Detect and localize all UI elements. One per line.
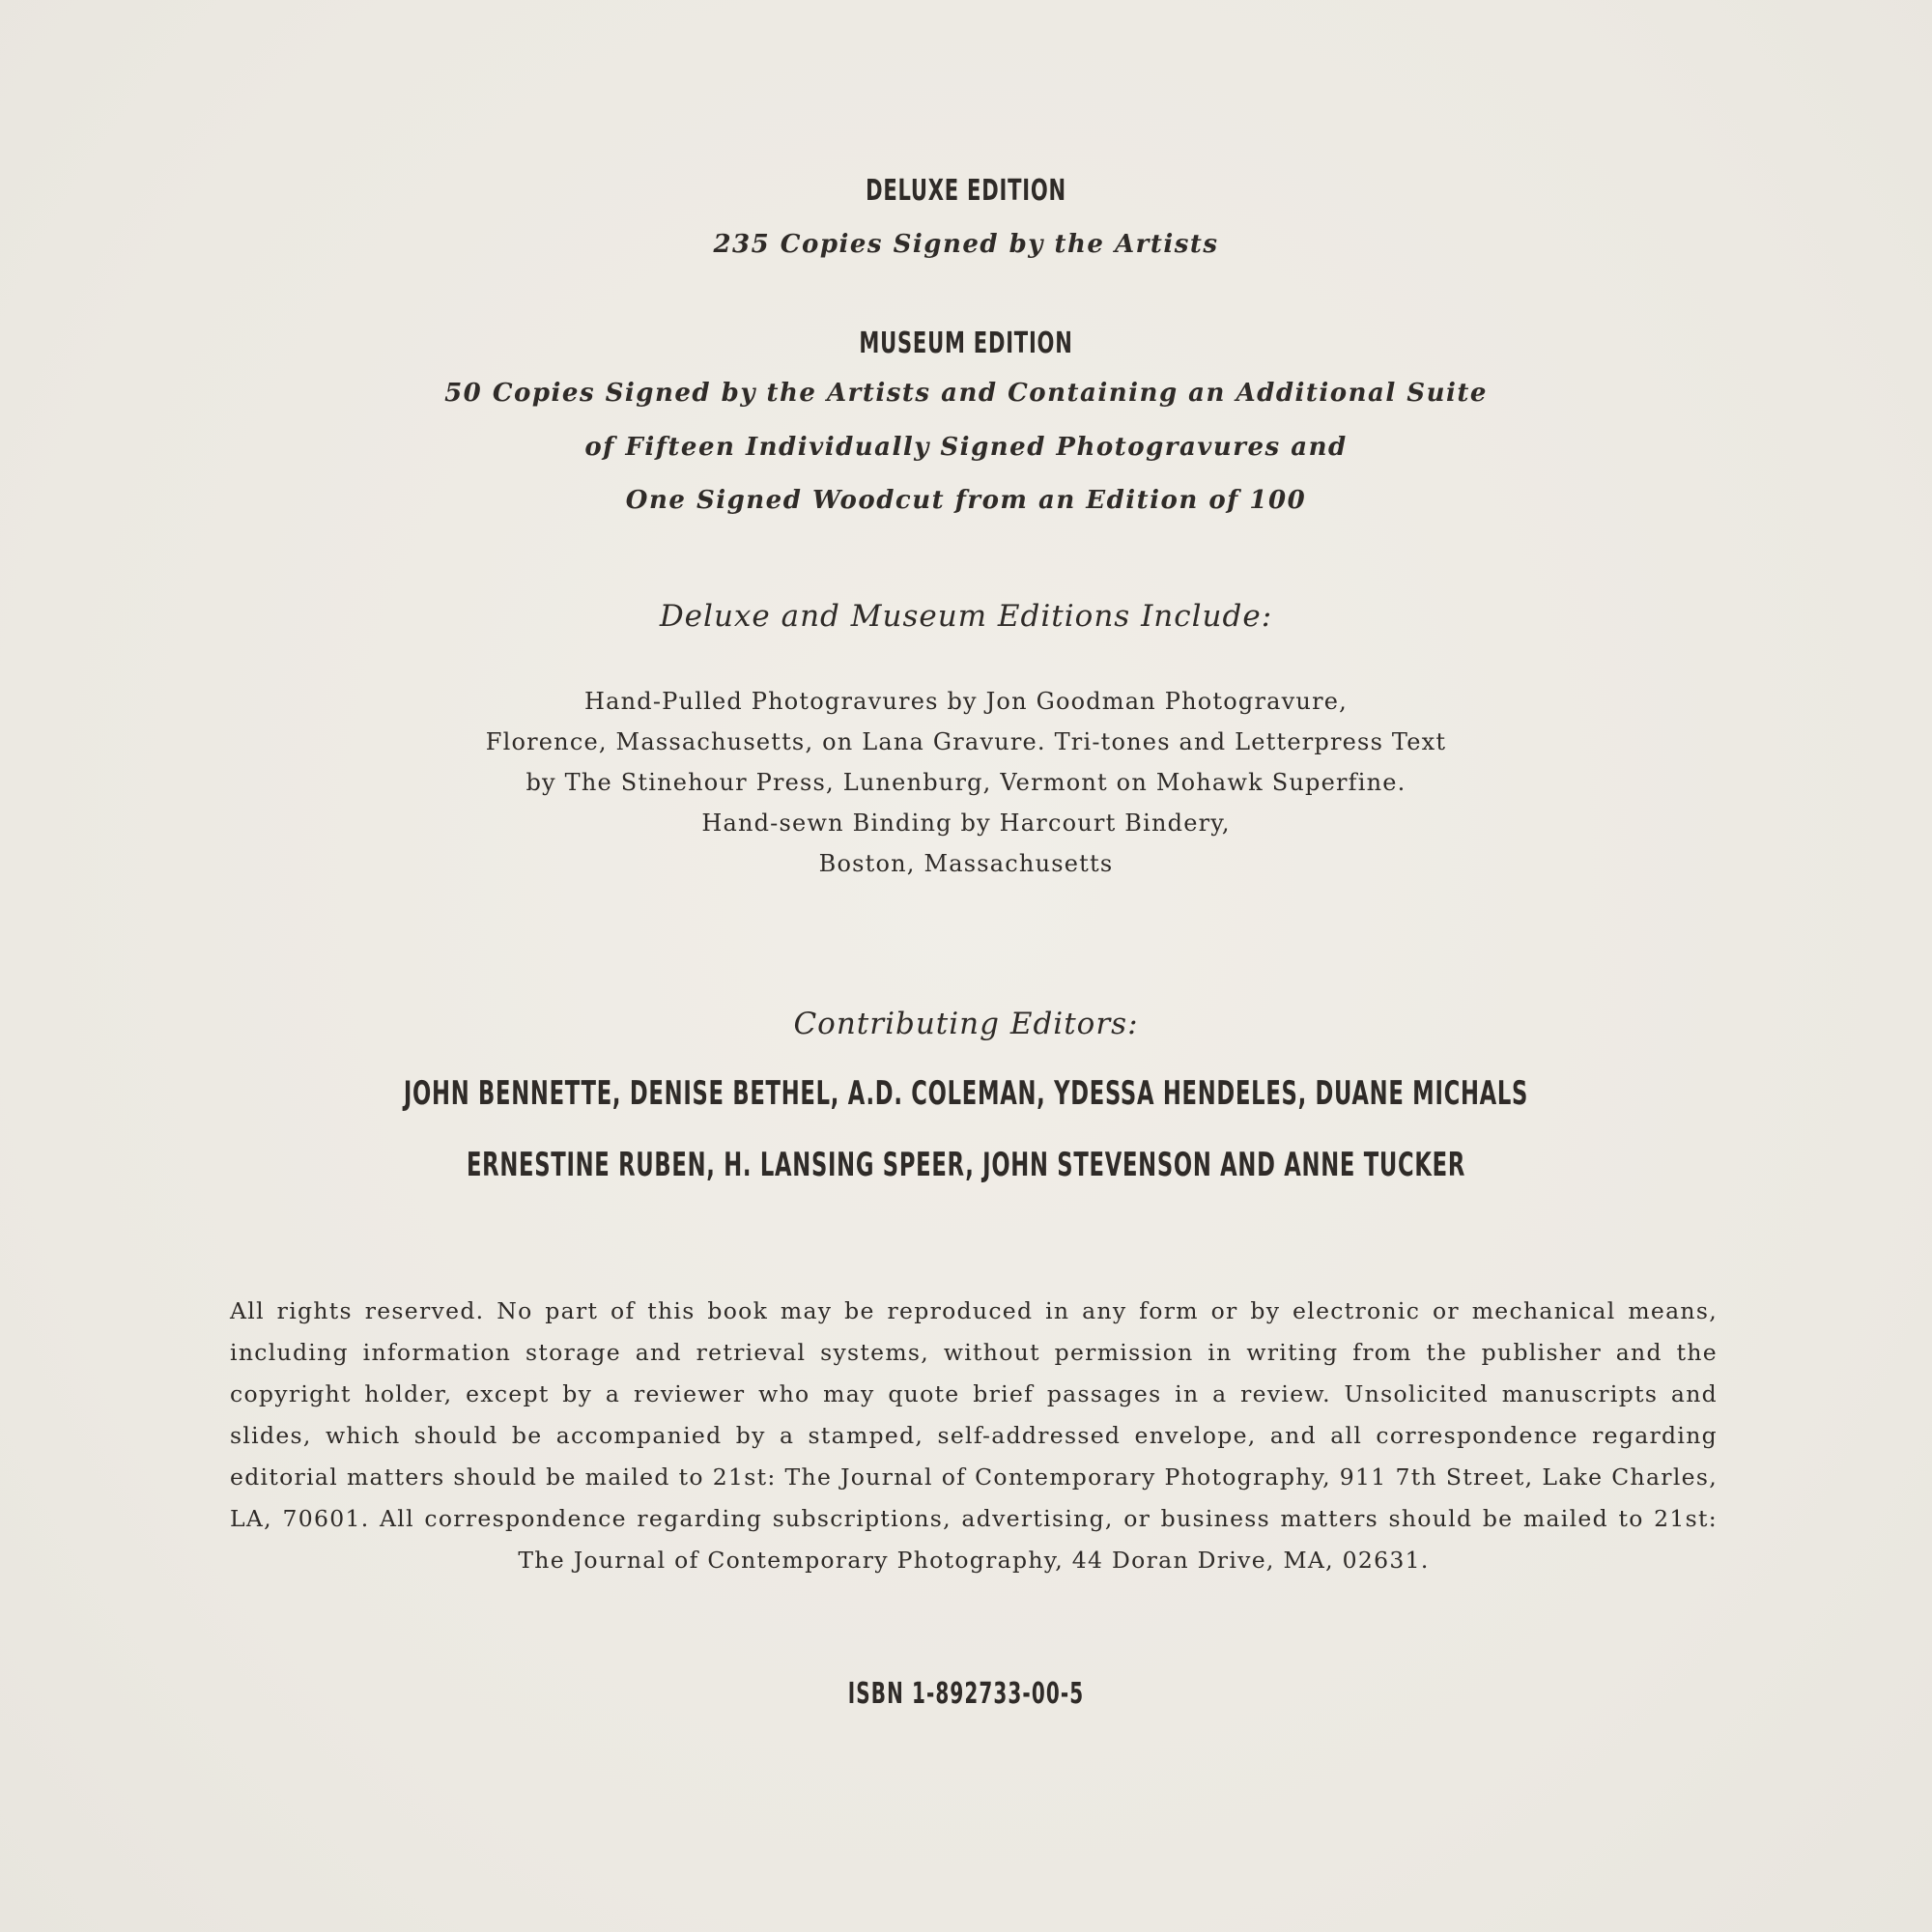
museum-edition-line-2: of Fifteen Individually Signed Photogravures and xyxy=(584,433,1348,462)
museum-edition-title: MUSEUM EDITION xyxy=(859,327,1073,360)
includes-line-4: Hand-sewn Binding by Harcourt Bindery, xyxy=(701,810,1231,837)
includes-line-3: by The Stinehour Press, Lunenburg, Vermont on Mohawk Superfine. xyxy=(526,769,1406,796)
includes-line-1: Hand-Pulled Photogravures by Jon Goodman Photogravure, xyxy=(584,688,1348,715)
rights-statement: All rights reserved. No part of this book may be reproduced in any form or by electronic or mechanical means, including information storage and retrieval systems, without permission in writing from the publisher and the copyright holder, except by a reviewer who may quote brief passages in a review. Unsolicited manuscripts and slides, which should be accompanied by a stamped, self-addressed envelope, and all correspondence regarding editorial matters should be mailed to 21st: The Journal of Contemporary Photography, 911 7th Street, Lake Charles, LA, 70601. All correspondence regarding subscriptions, advertising, or business matters should be mailed to 21st: The Journal of Contemporary Photography, 44 Doran Drive, MA, 02631. xyxy=(230,1297,1718,1574)
museum-edition-line-3: One Signed Woodcut from an Edition of 100 xyxy=(625,486,1307,515)
isbn: ISBN 1-892733-00-5 xyxy=(847,1677,1085,1711)
deluxe-edition-title: DELUXE EDITION xyxy=(866,174,1066,208)
editors-names-line-2: ERNESTINE RUBEN, H. LANSING SPEER, JOHN STEVENSON AND ANNE TUCKER xyxy=(466,1146,1466,1184)
includes-heading: Deluxe and Museum Editions Include: xyxy=(659,599,1273,634)
deluxe-edition-subtitle: 235 Copies Signed by the Artists xyxy=(713,230,1219,259)
editors-heading: Contributing Editors: xyxy=(793,1007,1139,1041)
editors-names-line-1: JOHN BENNETTE, DENISE BETHEL, A.D. COLEMAN, YDESSA HENDELES, DUANE MICHALS xyxy=(403,1074,1529,1113)
museum-edition-line-1: 50 Copies Signed by the Artists and Containing an Additional Suite xyxy=(444,379,1488,408)
includes-line-5: Boston, Massachusetts xyxy=(818,850,1114,877)
includes-line-2: Florence, Massachusetts, on Lana Gravure. Tri-tones and Letterpress Text xyxy=(485,728,1447,755)
